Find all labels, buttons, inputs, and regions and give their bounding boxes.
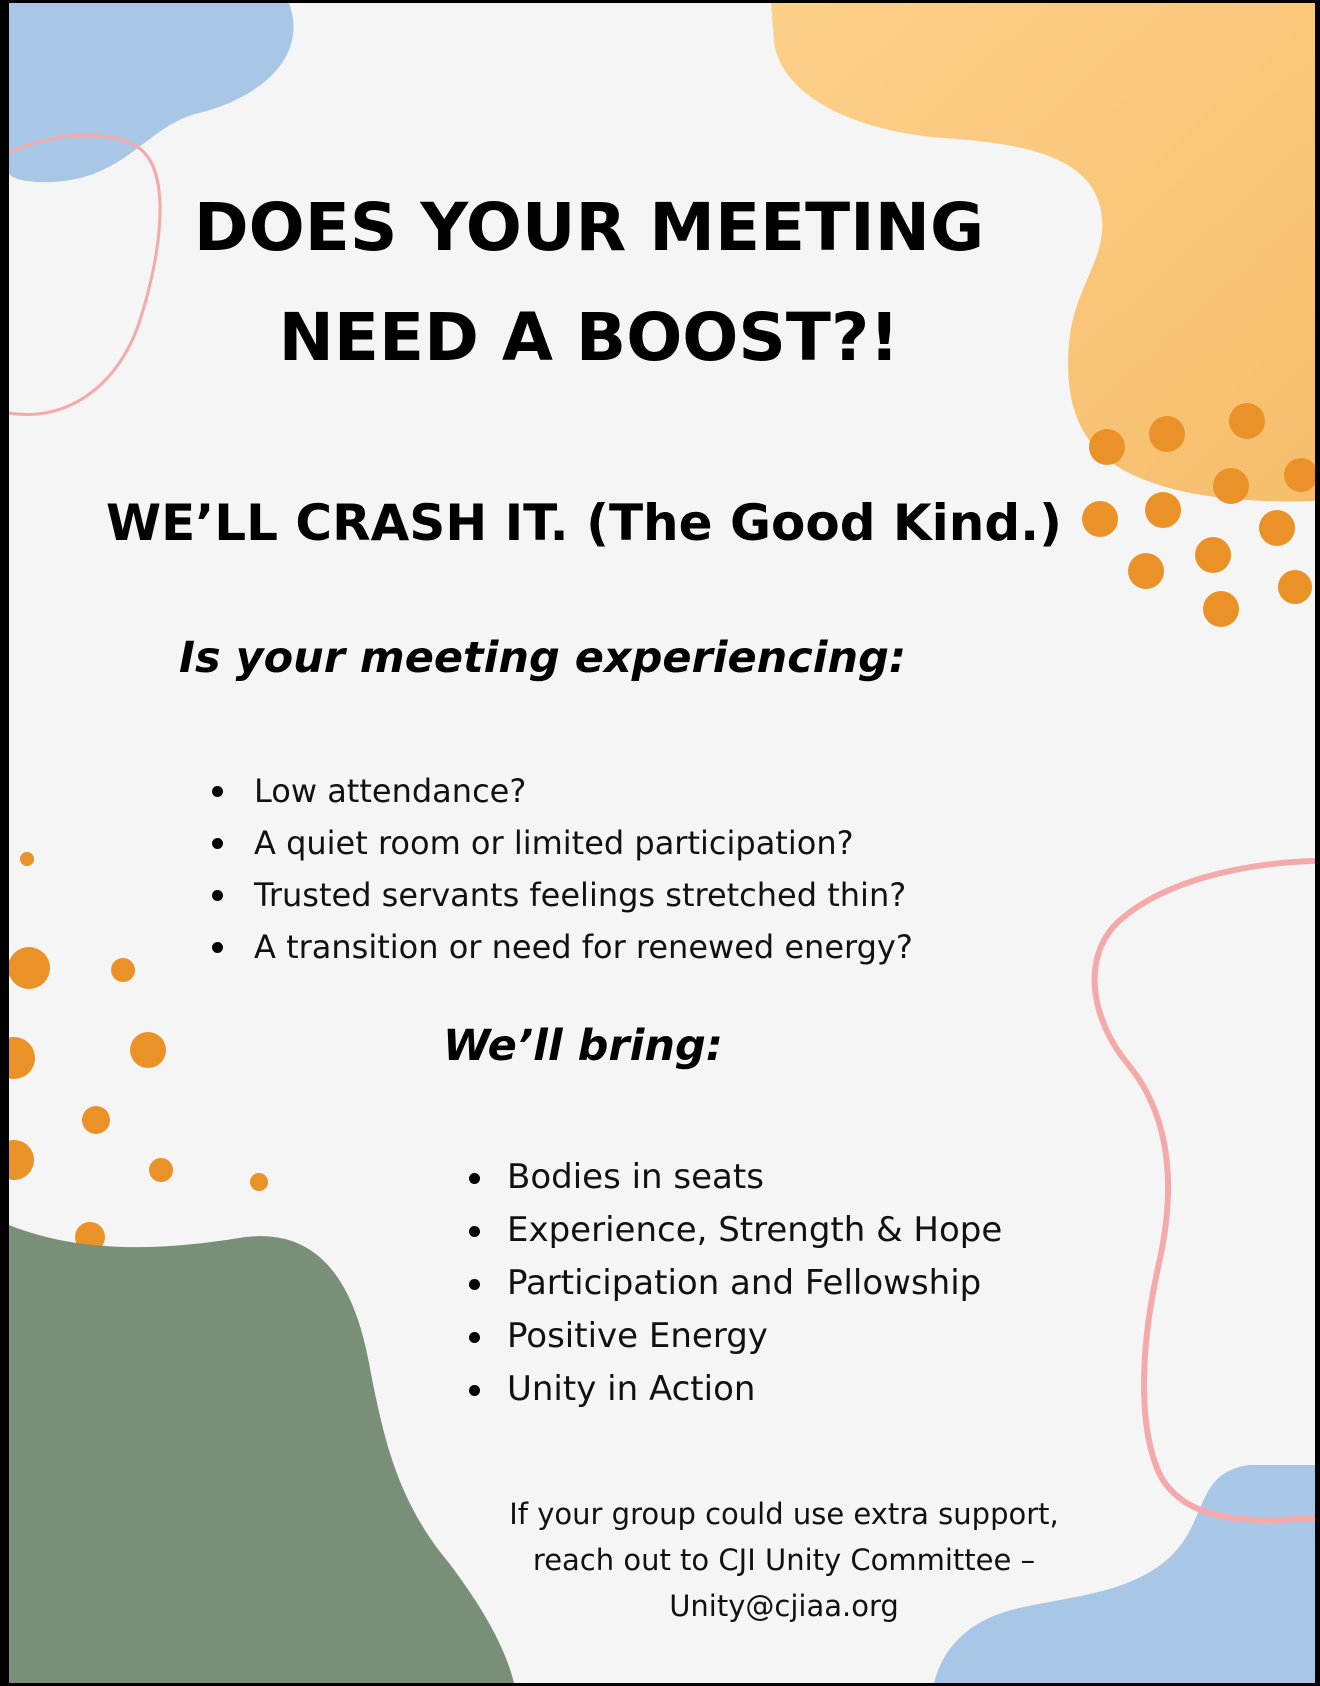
list-item: Low attendance? (189, 765, 913, 817)
list-item: Trusted servants feelings stretched thin? (189, 869, 913, 921)
tagline: WE’LL CRASH IT. (The Good Kind.) (105, 494, 1063, 552)
headline-line-1: DOES YOUR MEETING (193, 189, 985, 266)
list-item: Unity in Action (452, 1363, 1002, 1416)
pink-outline-right (1095, 861, 1315, 1520)
headline-line-2: NEED A BOOST?! (278, 299, 900, 376)
problems-list (189, 765, 913, 973)
contact-info (404, 1491, 1164, 1629)
headline (9, 173, 1169, 393)
list-item: A quiet room or limited participation? (189, 817, 913, 869)
list-item: Experience, Strength & Hope (452, 1204, 1002, 1257)
list-item: Participation and Fellowship (452, 1257, 1002, 1310)
list-item: A transition or need for renewed energy? (189, 921, 913, 973)
contact-line-1: If your group could use extra support, (509, 1497, 1059, 1531)
list-item: Bodies in seats (452, 1151, 1002, 1204)
question-heading: Is your meeting experiencing: (179, 633, 907, 683)
bring-heading: We’ll bring: (443, 1021, 723, 1071)
contact-email: Unity@cjiaa.org (669, 1589, 899, 1623)
list-item: Positive Energy (452, 1310, 1002, 1363)
contact-line-2: reach out to CJI Unity Committee – (532, 1543, 1036, 1577)
blue-blob-top-left (9, 3, 293, 182)
offers-list (452, 1151, 1002, 1416)
flyer (9, 3, 1315, 1683)
